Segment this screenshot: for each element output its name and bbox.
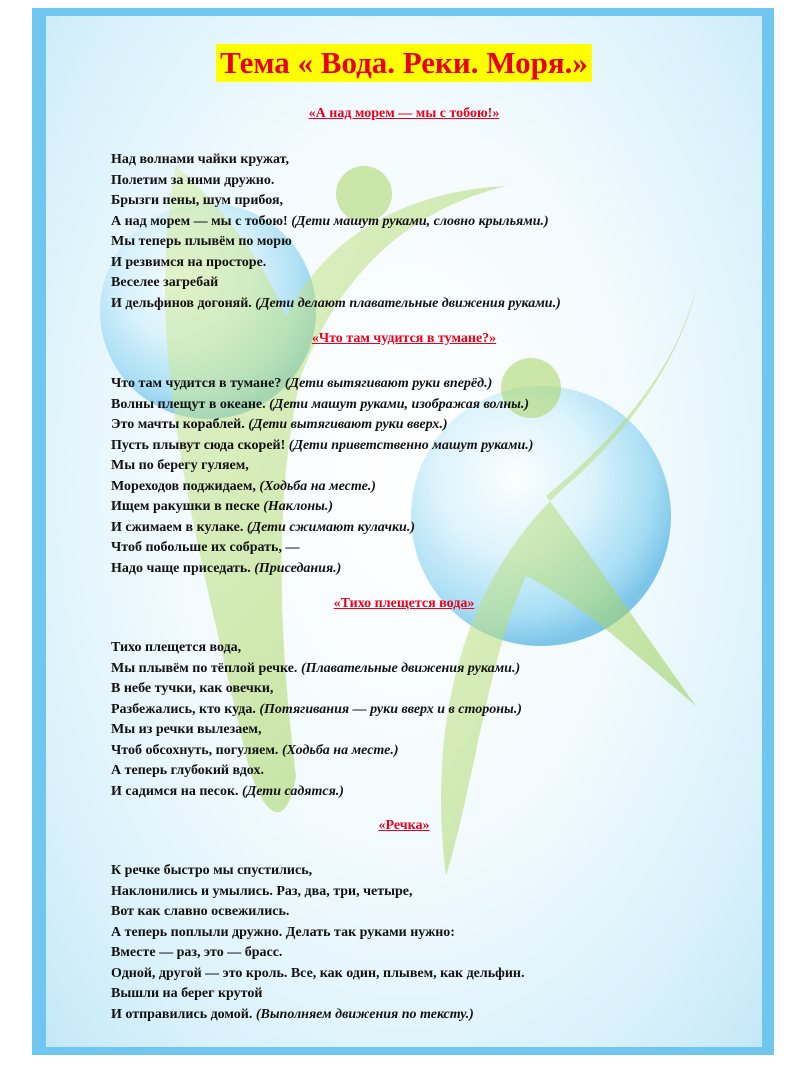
poem-line: И резвимся на просторе. <box>111 254 267 270</box>
poem-line: Мореходов поджидаем, (Ходьба на месте.) <box>111 478 376 494</box>
poem-line: Полетим за ними дружно. <box>111 172 275 188</box>
poem-line: А теперь глубокий вдох. <box>111 763 264 778</box>
poem-line: И дельфинов догоняй. (Дети делают плавательные движения руками.) <box>111 295 561 311</box>
poem-line: А над морем — мы с тобою! (Дети машут руками, словно крыльями.) <box>111 213 549 229</box>
stanza-2 <box>111 374 751 579</box>
poem-line: Одной, другой — это кроль. Все, как один, плывем, как дельфин. <box>111 965 525 981</box>
poem-line: Вышли на берег крутой <box>111 986 263 1001</box>
stanza-1 <box>111 150 751 314</box>
stanza-heading-3: «Тихо плещется вода» <box>333 596 475 611</box>
poem-line: Вот как славно освежились. <box>111 904 290 919</box>
poem-line: Тихо плещется вода, <box>111 640 242 655</box>
poem-line: Мы теперь плывём по морю <box>111 234 292 249</box>
poem-line: Наклонились и умылись. Раз, два, три, четыре, <box>111 883 413 899</box>
stanza-3 <box>111 638 751 802</box>
poem-line: Ищем ракушки в песке (Наклоны.) <box>111 499 333 514</box>
stanza-heading-4: «Речка» <box>378 818 430 833</box>
content <box>46 16 762 1047</box>
poem-line: И сжимаем в кулаке. (Дети сжимают кулачки.) <box>111 519 415 535</box>
poem-line: Вместе — раз, это — брасс. <box>111 945 283 960</box>
title-wrap <box>46 44 762 82</box>
poem-line: Что там чудится в тумане? (Дети вытягивают руки вперёд.) <box>111 376 493 391</box>
poem-line: Это мачты кораблей. (Дети вытягивают руки вверх.) <box>111 417 448 432</box>
poem-line: Волны плещут в океане. (Дети машут руками, изображая волны.) <box>111 396 530 412</box>
poem-line: Чтоб обсохнуть, погуляем. (Ходьба на месте.) <box>111 742 399 758</box>
page-frame <box>32 8 774 1055</box>
page-background <box>46 16 762 1047</box>
poem-line: Брызги пены, шум прибоя, <box>111 193 284 208</box>
poem-line: Над волнами чайки кружат, <box>111 152 289 167</box>
poem-line: Чтоб побольше их собрать, — <box>111 540 300 555</box>
stanza-4 <box>111 861 751 1025</box>
poem-line: Мы плывём по тёплой речке. (Плавательные движения руками.) <box>111 660 521 676</box>
stanza-heading-2: «Что там чудится в тумане?» <box>311 331 497 346</box>
stanza-heading-1: «А над морем — мы с тобою!» <box>308 106 500 121</box>
poem-line: Мы из речки вылезаем, <box>111 722 262 737</box>
poem-line: А теперь поплыли дружно. Делать так руками нужно: <box>111 924 455 940</box>
poem-line: И отправились домой. (Выполняем движения по тексту.) <box>111 1006 474 1022</box>
poem-line: Разбежались, кто куда. (Потягивания — руки вверх и в стороны.) <box>111 701 522 717</box>
poem-line: Веселее загребай <box>111 275 219 290</box>
page-title: Тема « Вода. Реки. Моря.» <box>216 44 592 82</box>
poem-line: В небе тучки, как овечки, <box>111 681 274 696</box>
poem-line: Пусть плывут сюда скорей! (Дети приветственно машут руками.) <box>111 437 534 453</box>
poem-line: К речке быстро мы спустились, <box>111 863 313 878</box>
poem-line: Мы по берегу гуляем, <box>111 458 249 473</box>
poem-line: Надо чаще приседать. (Приседания.) <box>111 560 342 576</box>
poem-line: И садимся на песок. (Дети садятся.) <box>111 783 344 799</box>
